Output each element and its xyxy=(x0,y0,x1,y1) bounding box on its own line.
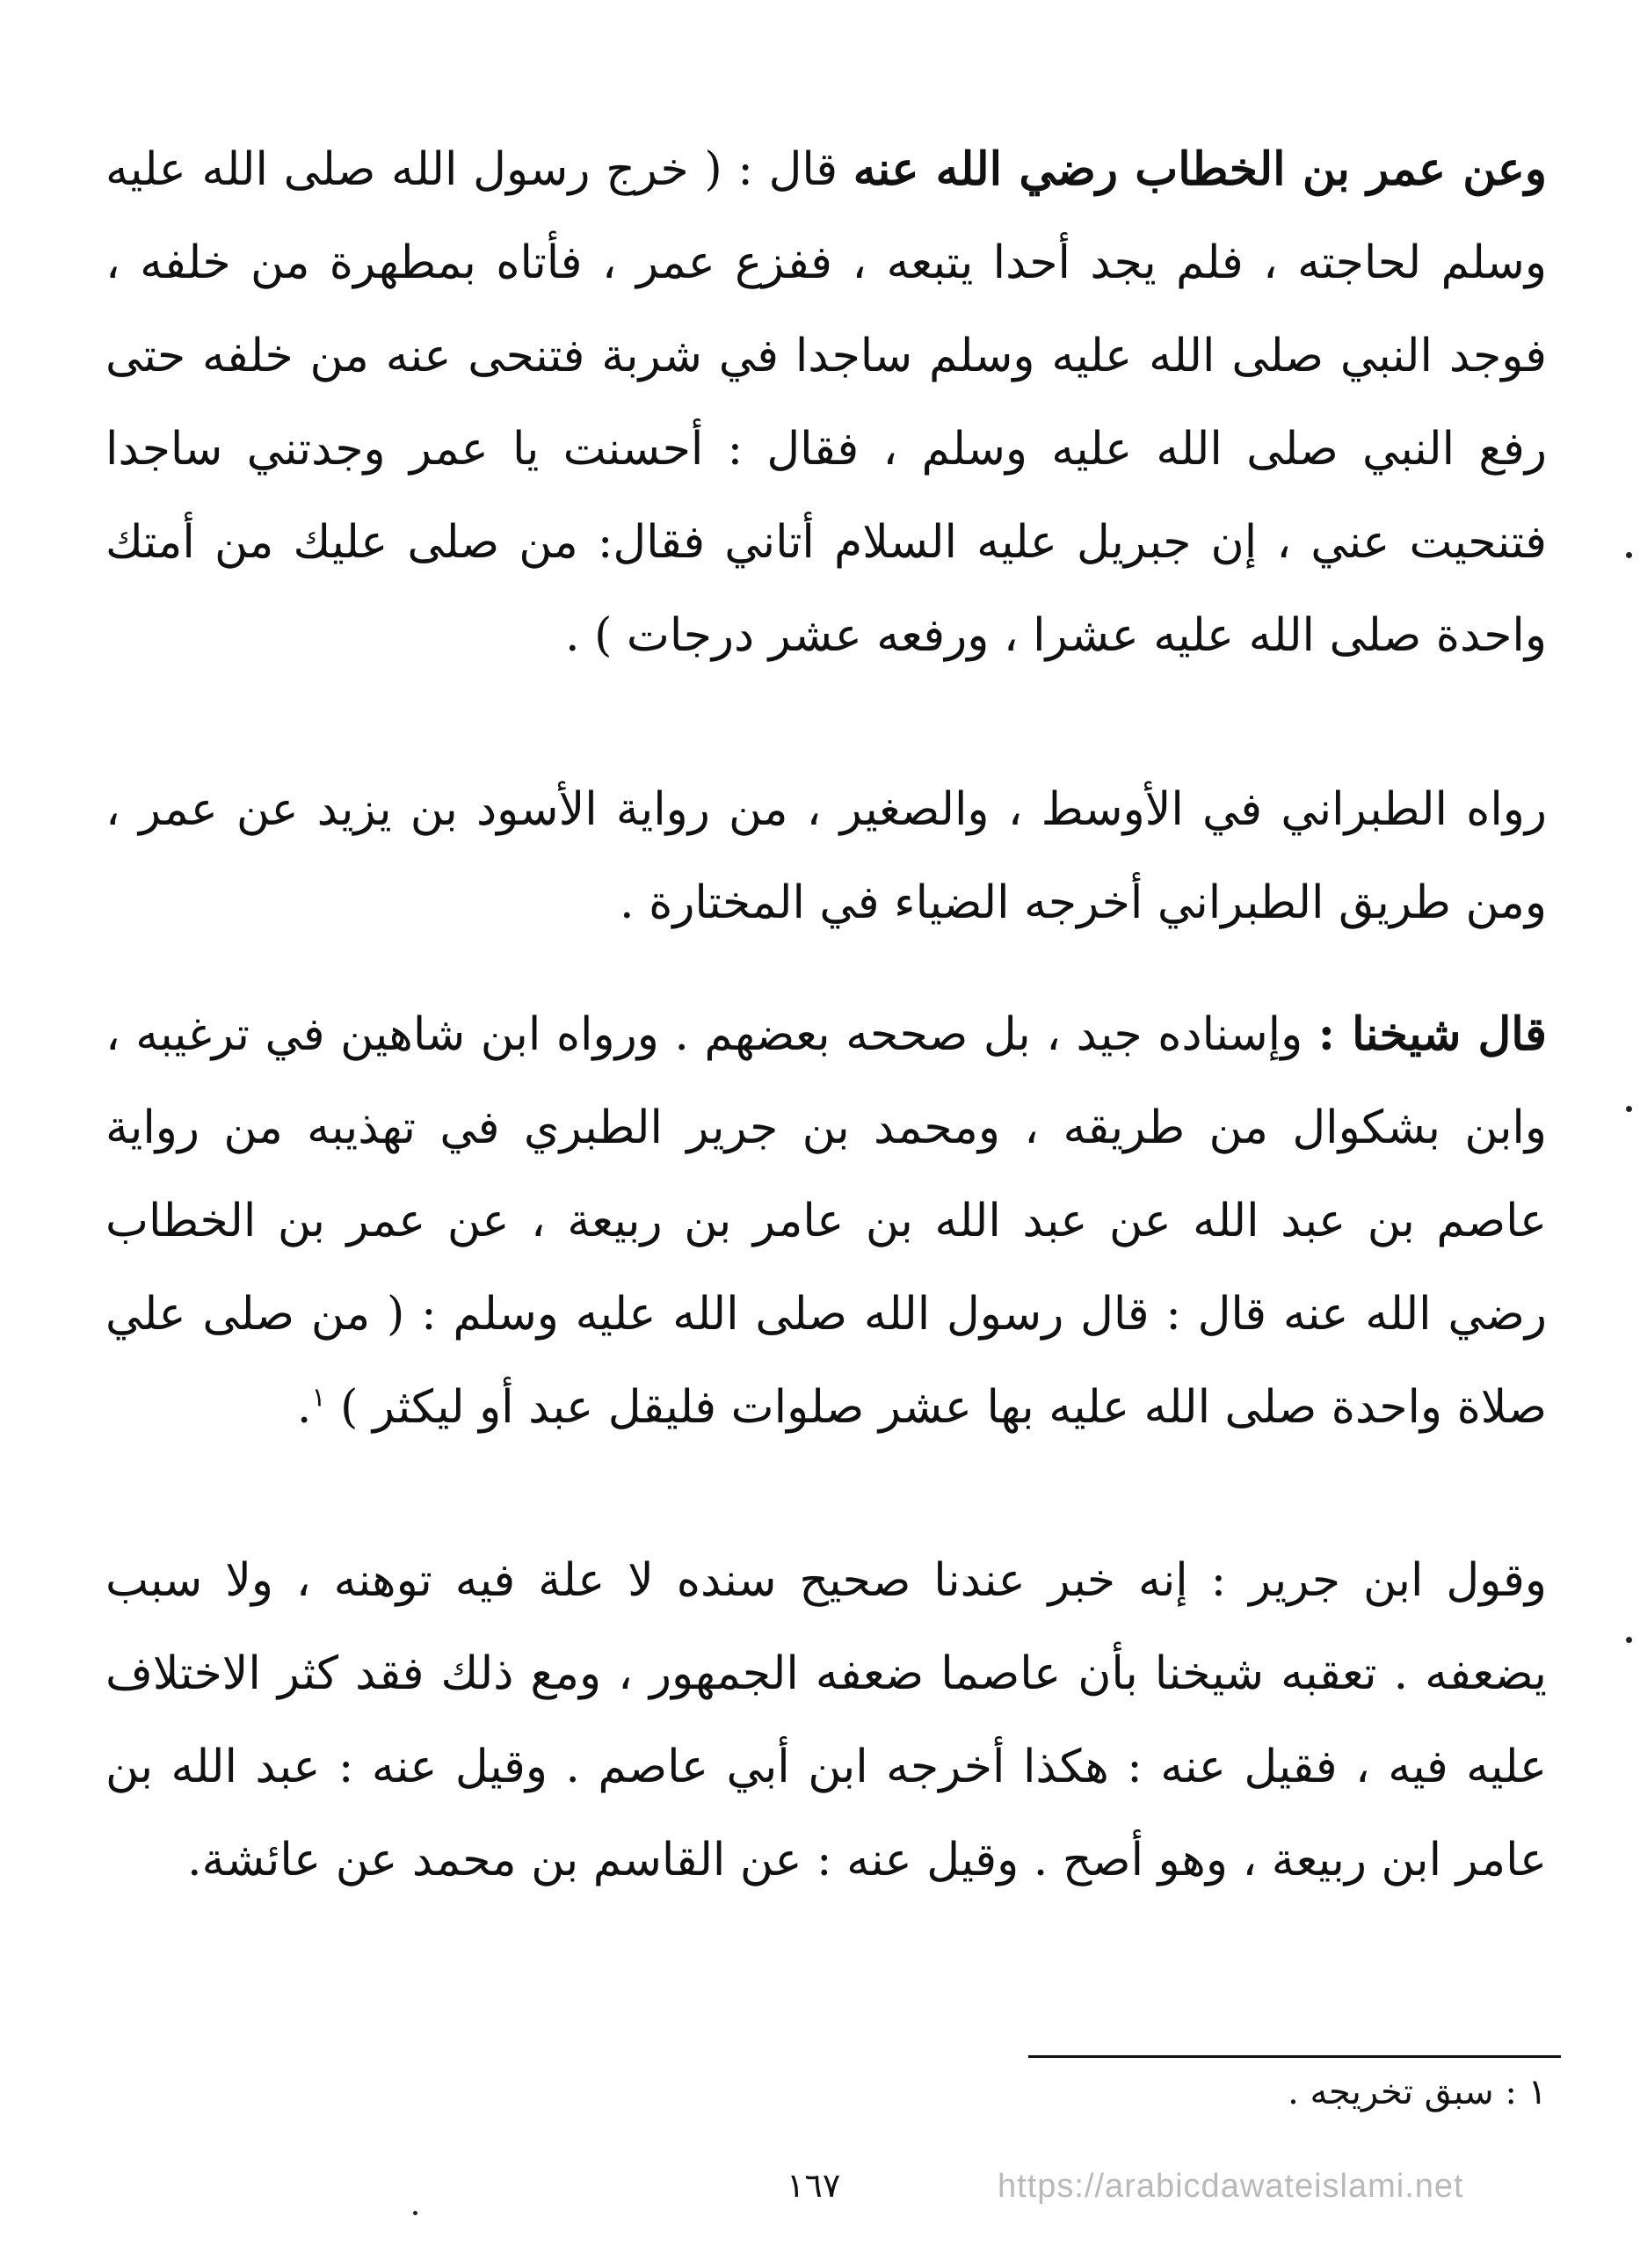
paragraph-body: رواه الطبراني في الأوسط ، والصغير ، من رواية الأسود بن يزيد عن عمر ، ومن طريق الطبراني أخرجه الضياء في المختارة . xyxy=(105,783,1547,929)
paragraph-umar-hadith xyxy=(105,123,1547,682)
scan-speck xyxy=(1626,552,1632,558)
paragraph-end: . xyxy=(296,1381,312,1434)
page-number: ١٦٧ xyxy=(787,2166,841,2205)
paragraph-shaykh-statement xyxy=(105,988,1547,1454)
paragraph-body: وقول ابن جرير : إنه خبر عندنا صحيح سنده لا علة فيه توهنه ، ولا سبب يضعفه . تعقبه شيخنا بأن عاصما ضعفه الجمهور ، ومع ذلك فقد كثر الاختلاف عليه فيه ، فقيل عنه : هكذا أخرجه ابن أبي عاصم . وقيل عنه : عبد الله بن عامر ابن ربيعة ، وهو أصح . وقيل عنه : عن القاسم بن محمد عن عائشة. xyxy=(105,1554,1547,1886)
footnote-divider xyxy=(1028,2055,1561,2058)
scan-speck xyxy=(1626,1637,1632,1643)
paragraph-body: وإسناده جيد ، بل صححه بعضهم . ورواه ابن شاهين في ترغيبه ، وابن بشكوال من طريقه ، ومحمد بن جرير الطبري في تهذيبه من رواية عاصم بن عبد الله عن عبد الله بن عامر بن ربيعة ، عن عمر بن الخطاب رضي الله عنه قال : قال رسول الله صلى الله عليه وسلم : ( من صلى علي صلاة واحدة صلى الله عليه بها عشر صلوات فليقل عبد أو ليكثر ) xyxy=(105,1008,1547,1434)
scan-speck xyxy=(413,2211,417,2215)
paragraph-lead-narrator: وعن عمر بن الخطاب رضي الله عنه xyxy=(853,142,1547,196)
scan-speck xyxy=(1626,1106,1632,1112)
paragraph-narration-source xyxy=(105,763,1547,949)
paragraph-lead-shaykh: قال شيخنا : xyxy=(1317,1007,1548,1061)
paragraph-ibn-jarir xyxy=(105,1534,1547,1907)
footnote-marker: ١ xyxy=(311,1382,326,1414)
footnote: ١ : سبق تخريجه . xyxy=(1288,2072,1547,2112)
watermark-url: https://arabicdawateislami.net xyxy=(998,2168,1464,2205)
paragraph-body: قال : ( خرج رسول الله صلى الله عليه وسلم لحاجته ، فلم يجد أحدا يتبعه ، ففزع عمر ، فأتاه بمطهرة من خلفه ، فوجد النبي صلى الله عليه وسلم ساجدا في شربة فتنحى عنه من خلفه حتى رفع النبي صلى الله عليه وسلم ، فقال : أحسنت يا عمر وجدتني ساجدا فتنحيت عني ، إن جبريل عليه السلام أتاني فقال: من صلى عليك من أمتك واحدة صلى الله عليه عشرا ، ورفعه عشر درجات ) . xyxy=(105,143,1547,662)
